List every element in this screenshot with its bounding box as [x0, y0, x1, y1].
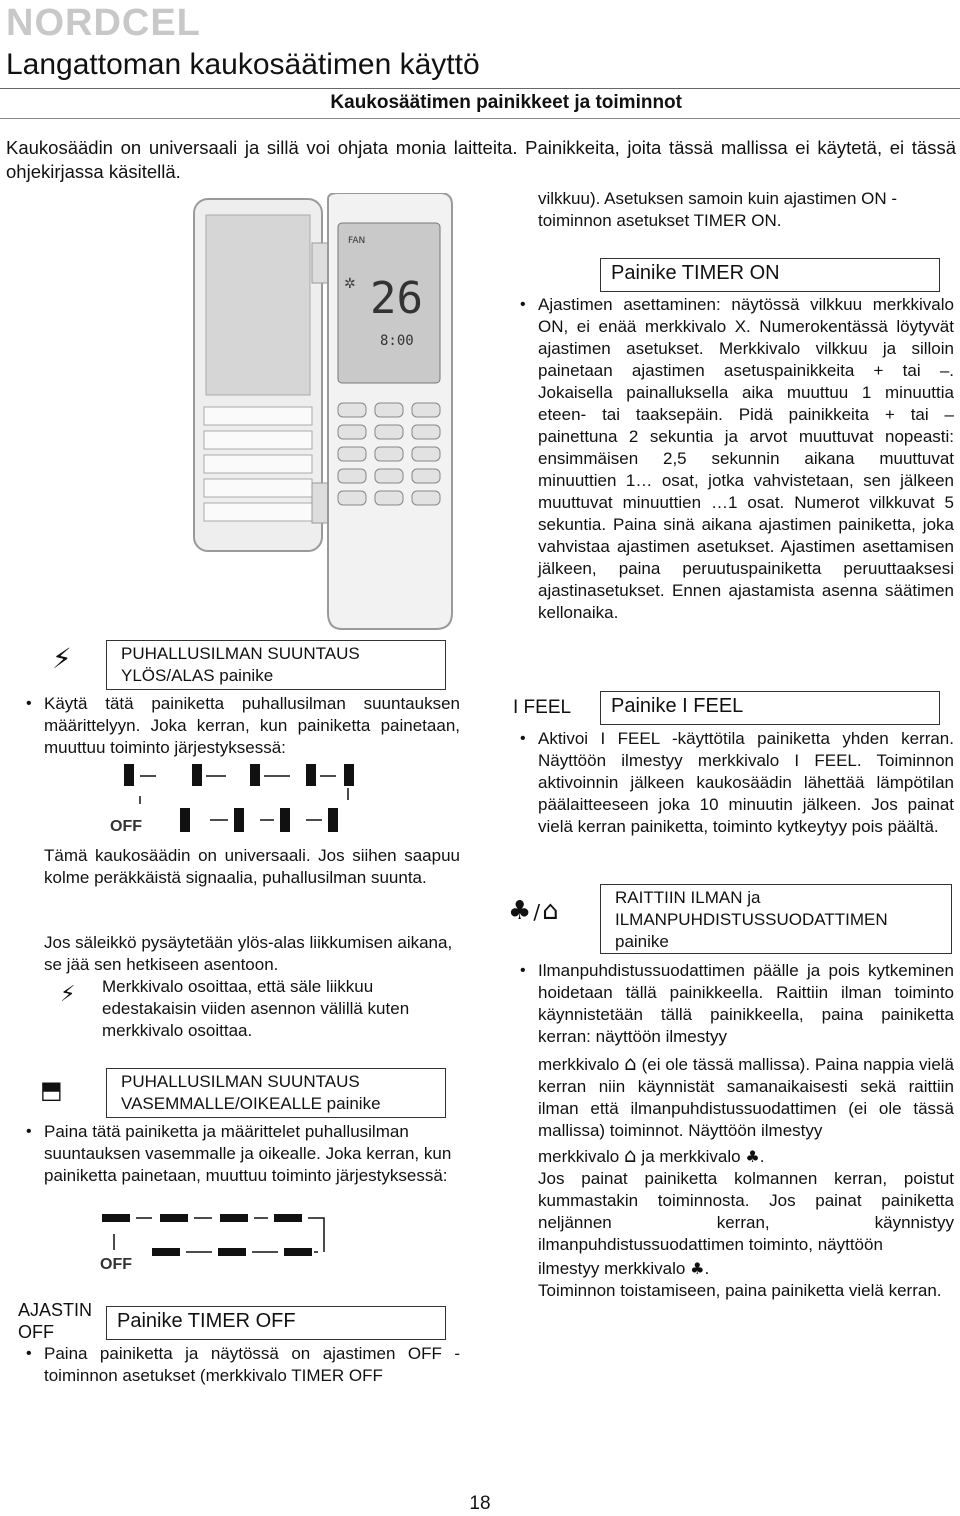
fresh-air-text-5b: .	[704, 1259, 710, 1278]
fresh-air-icons	[508, 896, 561, 926]
timer-off-description: • Paina painiketta ja näytössä on ajastimen OFF -toiminnon asetukset (merkkivalo TIMER OFF	[44, 1343, 460, 1387]
tree-icon: ♣	[508, 896, 534, 926]
swing-vertical-box-line2: YLÖS/ALAS painike	[121, 666, 274, 685]
fresh-air-line-indicator2	[538, 1144, 954, 1168]
fresh-air-description	[538, 960, 954, 1302]
timer-on-button-box: Painike TIMER ON	[600, 258, 940, 292]
fresh-air-text-3b: ja merkkivalo	[641, 1147, 741, 1166]
swing-horizontal-off-label: OFF	[100, 1256, 132, 1273]
remote-control-illustration	[192, 193, 454, 633]
swing-vertical-description: • Käytä tätä painiketta puhallusilman suuntauksen määrittelyyn. Joka kerran, kun painiketta painetaan, muuttuu toiminto järjestyksessä:	[44, 693, 460, 759]
swing-horizontal-icon: ⬒	[40, 1076, 63, 1104]
swing-vertical-icon: ⚡︎	[52, 642, 72, 675]
lcd-mode-text: FAN	[348, 236, 366, 246]
timer-off-side-line2: OFF	[18, 1322, 54, 1342]
swing-horizontal-description: • Paina tätä painiketta ja määrittelet puhallusilman suuntauksen vasemmalle ja oikealle. Joka kerran, kun painiketta painetaan, muuttuu toiminto järjestyksessä:	[44, 1121, 456, 1187]
page-title: Langattoman kaukosäätimen käyttö	[6, 48, 480, 81]
fresh-air-box-line2: ILMANPUHDISTUSSUODATTIMEN	[615, 910, 888, 929]
swing-horizontal-sequence-diagram	[96, 1210, 356, 1266]
intro-paragraph: Kaukosäädin on universaali ja sillä voi ohjata monia laitteita. Painikkeita, joita tässä mallissa ei käytetä, ei tässä ohjekirjassa käsitellä.	[6, 137, 956, 182]
swing-vertical-box-line1: PUHALLUSILMAN SUUNTAUS	[121, 644, 360, 663]
timer-off-side-line1: AJASTIN	[18, 1300, 93, 1320]
tree-indicator-icon-2: ♣	[690, 1259, 705, 1278]
swing-vertical-button-box	[106, 640, 446, 690]
ifeel-button-box: Painike I FEEL	[600, 691, 940, 725]
subtitle-divider	[0, 118, 960, 119]
swing-horizontal-box-line1: PUHALLUSILMAN SUUNTAUS	[121, 1072, 360, 1091]
fresh-air-text-5a: ilmestyy merkkivalo	[538, 1259, 686, 1278]
fresh-air-text-3c: .	[759, 1147, 765, 1166]
timer-on-description: • Ajastimen asettaminen: näytössä vilkkuu merkkivalo ON, ei enää merkkivalo X. Numerokentässä löytyvät ajastimen asetukset. Merkkivalo vilkkuu ja silloin painetaan ajastimen asetuspainikkeita + tai –. Jokaisella painalluksella aika muuttuu 1 minuuttia eteen- tai taaksepäin. Pidä painikkeita + tai – painettuna 2 sekuntia ja arvot muuttuvat nopeasti: ensimmäisen 2,5 sekunnin aikana muuttuvat minuuttien 1… osat, jotka vahvistetaan, sen jälkeen muuttuvat minuuttien …1 osat. Numerot vilkkuvat 5 sekuntia. Paina sinä aikana ajastimen painiketta, joka vahvistaa ajastimen asetukset. Ajastimen asettamisen jälkeen, paina peruutuspainiketta peruuttaaksesi ajastinasetukset. Ennen ajastamista asenna säätimen kellonaika.	[538, 294, 954, 624]
remote-control-drawing	[192, 193, 454, 633]
ifeel-description: • Aktivoi I FEEL -käyttötila painiketta yhden kerran. Näyttöön ilmestyy merkkivalo I FEEL. Toiminnon aktivoinnin jälkeen kaukosäädin lähettää lämpötilan päälaitteeseen joka 10 minuutin jälkeen. Jos painat vielä kerran painiketta, toiminto kytkeytyy pois päältä.	[538, 728, 954, 838]
swing-vertical-off-label: OFF	[110, 818, 142, 835]
header-divider	[0, 88, 960, 89]
swing-indicator-icon: ⚡︎	[60, 982, 76, 1007]
house-indicator-icon: ⌂	[624, 1051, 637, 1075]
swing-horizontal-button-box	[106, 1068, 446, 1118]
fresh-air-text-1: Ilmanpuhdistussuodattimen päälle ja pois kytkeminen hoidetaan tällä painikkeella. Raittiin ilman toiminto käynnistetään tällä painikkeella, paina painiketta kerran: näyttöön ilmestyy	[538, 961, 954, 1046]
fresh-air-box-line1: RAITTIIN ILMAN ja	[615, 888, 761, 907]
brand-logo: NORDCEL	[6, 2, 201, 44]
timer-off-button-box: Painike TIMER OFF	[106, 1306, 446, 1340]
fresh-air-button-box	[600, 884, 952, 954]
svg-text:✲: ✲	[344, 276, 356, 292]
timer-off-side-label	[18, 1299, 92, 1343]
lcd-timer-text: 8:00	[380, 333, 414, 349]
page-number: 18	[469, 1493, 491, 1514]
ifeel-side-label: I FEEL	[513, 697, 572, 718]
indicator-paragraph: Merkkivalo osoittaa, että säle liikkuu edestakaisin viiden asennon välillä kuten merkkivalo osoittaa.	[102, 977, 410, 1040]
timer-continuation-paragraph: vilkkuu). Asetuksen samoin kuin ajastimen ON -toiminnon asetukset TIMER ON.	[538, 189, 898, 230]
fresh-air-text-3a: merkkivalo	[538, 1147, 620, 1166]
fresh-air-text-4: Jos painat painiketta kolmannen kerran, poistut kummastakin toiminnosta. Jos painat painiketta neljännen kerran, käynnistyy ilmanpuhdistussuodattimen toiminto, näyttöön	[538, 1169, 954, 1254]
house-indicator-icon-2: ⌂	[623, 1143, 637, 1167]
fresh-air-box-line3: painike	[615, 932, 669, 951]
fresh-air-text-6: Toiminnon toistamiseen, paina painiketta vielä kerran.	[538, 1281, 942, 1300]
fresh-air-text-2a: merkkivalo	[538, 1055, 620, 1074]
section-subtitle: Kaukosäätimen painikkeet ja toiminnot	[330, 92, 682, 113]
fresh-air-line-indicator3	[538, 1258, 954, 1280]
swing-horizontal-box-line2: VASEMMALLE/OIKEALLE painike	[121, 1094, 381, 1113]
fresh-air-line-indicator1	[538, 1052, 954, 1142]
slash-separator: /	[533, 900, 543, 924]
tree-indicator-icon: ♣	[745, 1147, 760, 1166]
swing-horizontal-sequence-drawing	[96, 1210, 356, 1266]
stop-paragraph: Jos säleikkö pysäytetään ylös-alas liikkumisen aikana, se jää sen hetkiseen asentoon.	[44, 933, 453, 974]
universal-paragraph: Tämä kaukosäädin on universaali. Jos siihen saapuu kolme peräkkäistä signaalia, puhallusilman suunta.	[44, 846, 460, 887]
lcd-temp-text: 26	[370, 273, 423, 324]
fresh-air-text-2b: (ei ole tässä mallissa). Paina nappia vielä kerran niin käynnistät samanaikaisesti sekä raittiin ilman että ilmanpuhdistussuodattimen (ei ole tässä mallissa) toiminnot. Näyttöön ilmestyy	[538, 1055, 954, 1140]
house-icon: ⌂	[542, 896, 561, 926]
